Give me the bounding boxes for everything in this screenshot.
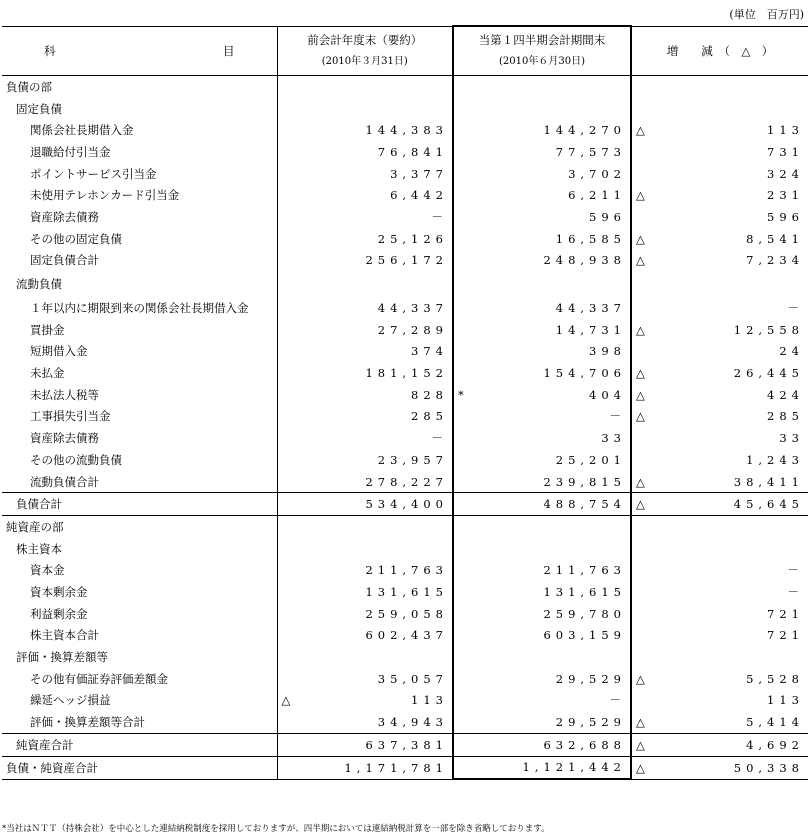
table-row [2,98,808,120]
footnote: *当社はＮＴＴ（持株会社）を中心とした連結納税制度を採用しておりますが、四半期においては連結納税計算を一部を除き省略しております。 [2,824,550,834]
row-change-amount [631,184,808,206]
table-row [2,406,808,428]
table-row [2,603,808,625]
row-prev-amount [277,98,453,120]
row-curr-amount-value: 404 [589,387,626,402]
table-row [2,449,808,471]
row-change-amount [631,341,808,363]
row-curr-amount [453,163,631,185]
row-prev-amount [277,250,453,272]
row-prev-amount-value: 25,126 [377,231,448,246]
table-row [2,119,808,141]
row-prev-amount-value: 144,383 [365,123,448,138]
row-account-name: その他の流動負債 [30,452,122,467]
row-change-amount-value: 324 [767,166,804,181]
row-account-name: 株主資本 [16,541,62,556]
table-row [2,581,808,603]
row-change-amount [631,250,808,272]
row-change-amount [631,493,808,516]
row-change-amount-value: 5,528 [746,671,804,686]
table-row [2,319,808,341]
row-change-amount [631,449,808,471]
row-change-amount [631,76,808,98]
row-curr-amount-value: 154,706 [543,366,626,381]
table-row [2,690,808,712]
row-curr-amount [453,184,631,206]
row-prev-amount-value: 34,943 [377,715,448,730]
table-row [2,646,808,668]
header-account-right: 目 [223,43,235,58]
row-change-amount [631,559,808,581]
row-prev-amount-value: 76,841 [377,144,448,159]
row-prev-amount [277,559,453,581]
row-prev-amount [277,711,453,733]
row-change-amount [631,206,808,228]
row-change-amount [631,406,808,428]
row-change-amount-value: 12,558 [733,322,804,337]
row-change-amount-value: 26,445 [733,366,804,381]
row-prev-amount-value: 3,377 [390,166,448,181]
row-prev-amount [277,206,453,228]
row-change-amount [631,141,808,163]
row-change-amount-value: － [787,301,804,316]
row-change-amount-value: 231 [767,188,804,203]
row-curr-amount-value: 211,763 [543,563,626,578]
row-curr-amount-value: 6,211 [568,188,626,203]
row-change-amount-value: 33 [779,431,804,446]
row-change-amount [631,427,808,449]
row-change-amount [631,625,808,647]
row-curr-amount [453,668,631,690]
table-row [2,228,808,250]
negative-marker: △ [636,760,645,775]
row-prev-amount-value: － [431,431,448,446]
row-account-name: 純資産の部 [6,519,64,534]
table-row [2,341,808,363]
row-curr-amount [453,250,631,272]
row-change-amount-value: 7,234 [746,253,804,268]
table-row [2,516,808,538]
row-prev-amount [277,516,453,538]
header-prev-title: 前会計年度末（要約） [307,32,423,47]
row-prev-amount-value: 35,057 [377,671,448,686]
table-row [2,250,808,272]
row-curr-amount [453,98,631,120]
row-change-amount-value: 721 [767,628,804,643]
row-account-name: 繰延ヘッジ損益 [30,693,111,708]
table-row [2,141,808,163]
row-prev-amount-value: 259,058 [365,606,448,621]
header-prev-period [277,26,453,76]
row-change-amount-value: 1,243 [746,452,804,467]
table-row [2,559,808,581]
row-account-name: 短期借入金 [30,344,88,359]
table-row [2,362,808,384]
row-prev-amount-value: － [431,209,448,224]
row-account-name: 関係会社長期借入金 [30,123,134,138]
row-account-name: 株主資本合計 [30,628,99,643]
header-change-title: 増 減 （ △ ） [666,43,774,58]
header-change [631,26,808,76]
negative-marker: △ [636,231,645,246]
unit-label: (単位 百万円) [729,8,804,21]
row-curr-amount [453,427,631,449]
row-prev-amount-value: 828 [411,387,448,402]
row-change-amount [631,603,808,625]
negative-marker: △ [636,387,645,402]
row-account-name: 評価・換算差額等合計 [30,715,145,730]
row-change-amount [631,646,808,668]
row-prev-amount-value: 23,957 [377,452,448,467]
row-prev-amount-value: 44,337 [377,301,448,316]
row-change-amount [631,119,808,141]
negative-marker: △ [636,671,645,686]
row-curr-amount-value: 632,688 [543,737,626,752]
header-curr-period [453,26,631,76]
negative-marker: △ [636,474,645,489]
row-change-amount-value: 285 [767,409,804,424]
row-curr-amount-value: 77,573 [555,144,626,159]
row-prev-amount-value: 256,172 [365,253,448,268]
balance-sheet-table [2,25,808,780]
table-row [2,297,808,319]
row-change-amount-value: 596 [767,209,804,224]
row-change-amount-value: 424 [767,387,804,402]
row-prev-amount [277,756,453,779]
row-change-amount [631,581,808,603]
row-account-name: 買掛金 [30,322,65,337]
row-change-amount-value: － [787,584,804,599]
row-account-name: 退職給付引当金 [30,144,111,159]
row-change-amount [631,690,808,712]
row-account-name: 流動負債 [16,277,62,292]
row-prev-amount-value: 113 [411,693,448,708]
row-change-amount [631,163,808,185]
row-prev-amount [277,228,453,250]
row-change-amount [631,711,808,733]
row-curr-amount [453,581,631,603]
row-account-name: 工事損失引当金 [30,409,111,424]
negative-marker: △ [636,497,645,512]
header-account-left: 科 [44,43,56,58]
row-curr-amount [453,603,631,625]
row-prev-amount [277,163,453,185]
table-row [2,756,808,779]
row-account-name: 未払金 [30,366,65,381]
negative-marker: △ [636,409,645,424]
row-account-name: 流動負債合計 [30,474,99,489]
row-change-amount [631,228,808,250]
row-prev-amount [277,733,453,756]
row-account-name: 固定負債 [16,101,62,116]
negative-marker: △ [636,366,645,381]
negative-marker: △ [636,737,645,752]
row-curr-amount-value: － [609,693,626,708]
row-change-amount [631,733,808,756]
row-change-amount [631,271,808,297]
row-change-amount [631,538,808,560]
row-curr-amount [453,119,631,141]
negative-marker: △ [281,693,291,708]
row-curr-amount [453,538,631,560]
row-curr-amount [453,646,631,668]
row-account-name: 負債・純資産合計 [2,756,277,779]
row-prev-amount [277,493,453,516]
row-change-amount [631,384,808,406]
row-curr-amount [453,341,631,363]
row-curr-amount-value: 398 [589,344,626,359]
row-account-name: その他有価証券評価差額金 [30,671,168,686]
table-row [2,271,808,297]
row-prev-amount [277,319,453,341]
row-prev-amount [277,646,453,668]
row-curr-amount [453,559,631,581]
header-curr-title: 当第１四半期会計期間末 [478,33,606,47]
row-prev-amount [277,603,453,625]
row-prev-amount [277,471,453,493]
table-row [2,76,808,98]
table-row [2,471,808,493]
row-prev-amount [277,341,453,363]
row-change-amount-value: 50,338 [733,760,804,775]
row-prev-amount-value: 181,152 [365,366,448,381]
row-curr-amount [453,271,631,297]
header-curr-date: (2010年６月30日) [499,56,585,67]
negative-marker: △ [636,123,645,138]
row-curr-amount-value: 131,615 [543,584,626,599]
header-row [2,26,808,76]
negative-marker: △ [636,188,645,203]
row-prev-amount [277,184,453,206]
row-account-name: 未使用テレホンカード引当金 [30,188,180,203]
row-account-name: 負債合計 [2,493,277,516]
row-curr-amount [453,206,631,228]
table-row [2,493,808,516]
table-row [2,427,808,449]
row-curr-amount [453,141,631,163]
table-row [2,538,808,560]
negative-marker: △ [636,715,645,730]
row-curr-amount-value: 3,702 [568,166,626,181]
row-change-amount [631,362,808,384]
row-prev-amount [277,427,453,449]
row-prev-amount [277,119,453,141]
row-curr-amount [453,319,631,341]
row-change-amount-value: 38,411 [733,474,804,489]
row-change-amount-value: 24 [779,344,804,359]
row-prev-amount [277,625,453,647]
row-prev-amount-value: 285 [411,409,448,424]
row-curr-amount [453,76,631,98]
row-account-name: 純資産合計 [2,733,277,756]
row-account-name: 固定負債合計 [30,253,99,268]
row-account-name: 未払法人税等 [30,387,99,402]
row-curr-amount [453,733,631,756]
row-change-amount-value: 4,692 [746,737,804,752]
row-change-amount-value: － [787,563,804,578]
row-prev-amount-value: 131,615 [365,584,448,599]
row-curr-amount [453,228,631,250]
table-row [2,733,808,756]
table-row [2,184,808,206]
row-change-amount-value: 5,414 [746,715,804,730]
row-curr-amount-value: 29,529 [555,671,626,686]
row-curr-amount [453,756,631,779]
row-change-amount-value: 721 [767,606,804,621]
header-account [2,26,277,76]
row-change-amount [631,516,808,538]
negative-marker: * [458,387,464,402]
row-curr-amount-value: 144,270 [543,123,626,138]
row-prev-amount [277,141,453,163]
row-curr-amount-value: 14,731 [555,322,626,337]
row-account-name: ポイントサービス引当金 [30,166,157,181]
row-prev-amount [277,271,453,297]
row-prev-amount [277,449,453,471]
row-account-name: 資産除去債務 [30,431,99,446]
row-curr-amount [453,471,631,493]
row-curr-amount [453,516,631,538]
row-prev-amount [277,297,453,319]
row-change-amount-value: 731 [767,144,804,159]
row-account-name: 資本金 [30,563,65,578]
row-curr-amount [453,297,631,319]
row-prev-amount [277,668,453,690]
row-account-name: 資産除去債務 [30,209,99,224]
row-account-name: 利益剰余金 [30,606,88,621]
negative-marker: △ [636,253,645,268]
row-curr-amount-value: 488,754 [543,497,626,512]
row-change-amount [631,471,808,493]
header-prev-date: (2010年３月31日) [321,55,408,67]
table-row [2,163,808,185]
row-prev-amount [277,406,453,428]
row-change-amount-value: 8,541 [746,231,804,246]
row-account-name: 資本剰余金 [30,584,88,599]
row-change-amount [631,668,808,690]
row-curr-amount-value: 33 [601,431,626,446]
negative-marker: △ [636,322,645,337]
row-curr-amount-value: 239,815 [543,474,626,489]
row-curr-amount [453,493,631,516]
row-prev-amount-value: 27,289 [377,322,448,337]
row-curr-amount [453,406,631,428]
table-row [2,625,808,647]
row-change-amount-value: 113 [767,693,804,708]
row-curr-amount [453,384,631,406]
row-prev-amount-value: 1,171,781 [344,760,448,775]
row-prev-amount [277,538,453,560]
row-curr-amount [453,711,631,733]
row-change-amount [631,319,808,341]
row-curr-amount [453,625,631,647]
row-curr-amount [453,362,631,384]
row-curr-amount [453,449,631,471]
row-curr-amount-value: 596 [589,209,626,224]
row-change-amount [631,756,808,779]
table-row [2,384,808,406]
row-curr-amount-value: 44,337 [555,301,626,316]
row-prev-amount-value: 637,381 [365,737,448,752]
row-curr-amount-value: 259,780 [543,606,626,621]
row-prev-amount-value: 534,400 [365,497,448,512]
row-curr-amount-value: 248,938 [543,253,626,268]
row-curr-amount [453,690,631,712]
row-curr-amount-value: － [609,409,626,424]
row-curr-amount-value: 1,121,442 [522,760,626,775]
row-prev-amount-value: 6,442 [390,188,448,203]
row-change-amount [631,297,808,319]
row-prev-amount [277,581,453,603]
row-prev-amount [277,384,453,406]
row-prev-amount-value: 602,437 [365,628,448,643]
row-change-amount-value: 113 [767,123,804,138]
table-row [2,711,808,733]
row-curr-amount-value: 25,201 [555,452,626,467]
row-account-name: １年以内に期限到来の関係会社長期借入金 [30,301,249,316]
table-row [2,206,808,228]
row-prev-amount [277,362,453,384]
row-prev-amount [277,76,453,98]
row-prev-amount [277,690,453,712]
row-prev-amount-value: 374 [411,344,448,359]
row-change-amount-value: 45,645 [733,497,804,512]
table-row [2,668,808,690]
row-account-name: 評価・換算差額等 [16,650,108,665]
row-curr-amount-value: 16,585 [555,231,626,246]
row-curr-amount-value: 29,529 [555,715,626,730]
row-prev-amount-value: 278,227 [365,474,448,489]
row-prev-amount-value: 211,763 [365,563,448,578]
row-account-name: 負債の部 [6,79,52,94]
row-curr-amount-value: 603,159 [543,628,626,643]
row-account-name: その他の固定負債 [30,231,122,246]
row-change-amount [631,98,808,120]
